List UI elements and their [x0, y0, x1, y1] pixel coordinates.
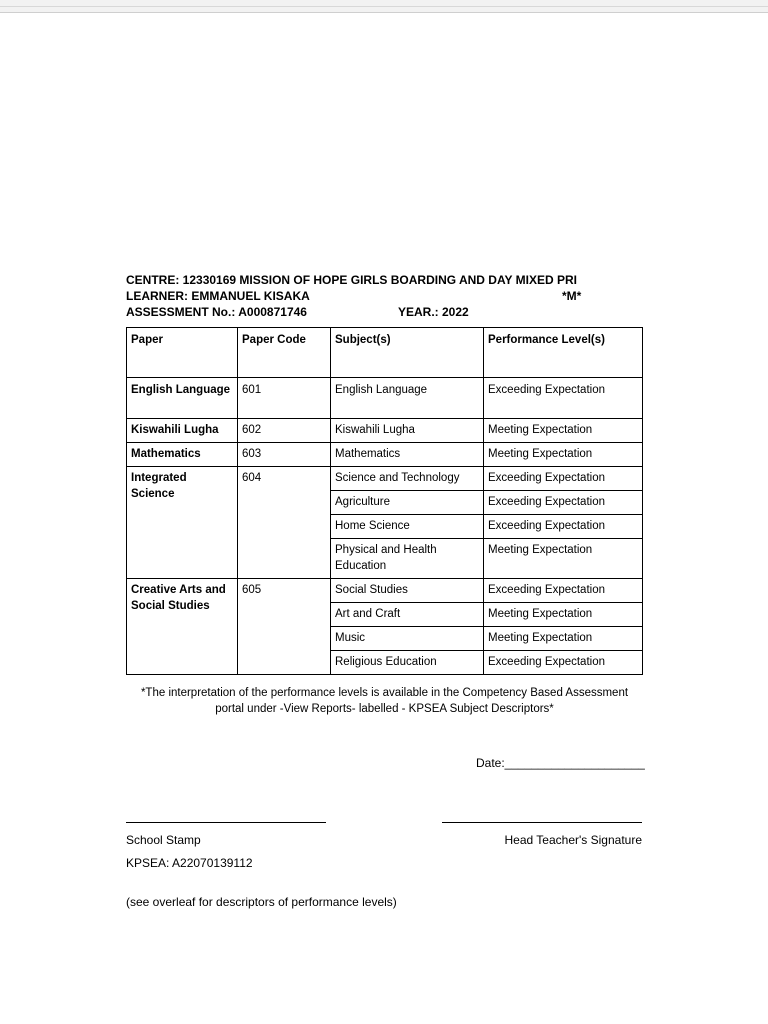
paper-code: 603 [238, 443, 331, 467]
stamp-line [126, 822, 326, 823]
performance-level: Exceeding Expectation [484, 491, 643, 515]
paper-name: Kiswahili Lugha [127, 419, 238, 443]
assessment-year: YEAR.: 2022 [398, 305, 469, 319]
subject-name: Religious Education [331, 651, 484, 675]
paper-name: Mathematics [127, 443, 238, 467]
paper-name: English Language [127, 378, 238, 419]
subject-name: Science and Technology [331, 467, 484, 491]
results-table [126, 327, 643, 675]
subject-name: Agriculture [331, 491, 484, 515]
table-row [127, 419, 643, 443]
table-row [127, 467, 643, 491]
top-bar [0, 0, 768, 13]
subject-name: Mathematics [331, 443, 484, 467]
subject-name: Home Science [331, 515, 484, 539]
table-row [127, 443, 643, 467]
performance-level: Exceeding Expectation [484, 467, 643, 491]
performance-level: Meeting Expectation [484, 627, 643, 651]
performance-level: Meeting Expectation [484, 443, 643, 467]
date-field: Date:_____________________ [476, 756, 645, 770]
column-header-paper: Paper [127, 328, 238, 378]
subject-name: Social Studies [331, 579, 484, 603]
performance-level: Exceeding Expectation [484, 378, 643, 419]
interpretation-note: *The interpretation of the performance levels is available in the Competency Based Assessment portal under -View Reports- labelled - KPSEA Subject Descriptors* [140, 687, 629, 715]
paper-code: 604 [238, 467, 331, 579]
performance-level: Meeting Expectation [484, 539, 643, 579]
signature-line [442, 822, 642, 823]
paper-code: 605 [238, 579, 331, 675]
subject-name: Music [331, 627, 484, 651]
assessment-number: ASSESSMENT No.: A000871746 [126, 305, 307, 319]
column-header-performance: Performance Level(s) [484, 328, 643, 378]
performance-level: Meeting Expectation [484, 419, 643, 443]
table-row [127, 378, 643, 419]
paper-name: Creative Arts and Social Studies [127, 579, 238, 675]
subject-name: Physical and Health Education [331, 539, 484, 579]
performance-level: Meeting Expectation [484, 603, 643, 627]
kpsea-number: KPSEA: A22070139112 [126, 856, 253, 870]
school-stamp-label: School Stamp [126, 833, 201, 847]
paper-code: 602 [238, 419, 331, 443]
learner-name: LEARNER: EMMANUEL KISAKA [126, 289, 310, 303]
result-header [126, 272, 646, 320]
paper-code: 601 [238, 378, 331, 419]
performance-level: Exceeding Expectation [484, 651, 643, 675]
paper-name: Integrated Science [127, 467, 238, 579]
head-teacher-signature-label: Head Teacher's Signature [504, 833, 642, 847]
subject-name: English Language [331, 378, 484, 419]
overleaf-note: (see overleaf for descriptors of performance levels) [126, 895, 397, 909]
table-row [127, 579, 643, 603]
column-header-paper-code: Paper Code [238, 328, 331, 378]
column-header-subjects: Subject(s) [331, 328, 484, 378]
subject-name: Art and Craft [331, 603, 484, 627]
performance-level: Exceeding Expectation [484, 515, 643, 539]
centre-line: CENTRE: 12330169 MISSION OF HOPE GIRLS BOARDING AND DAY MIXED PRI [126, 273, 577, 287]
subject-name: Kiswahili Lugha [331, 419, 484, 443]
performance-level: Exceeding Expectation [484, 579, 643, 603]
table-header-row [127, 328, 643, 378]
gender-marker: *M* [562, 289, 582, 303]
